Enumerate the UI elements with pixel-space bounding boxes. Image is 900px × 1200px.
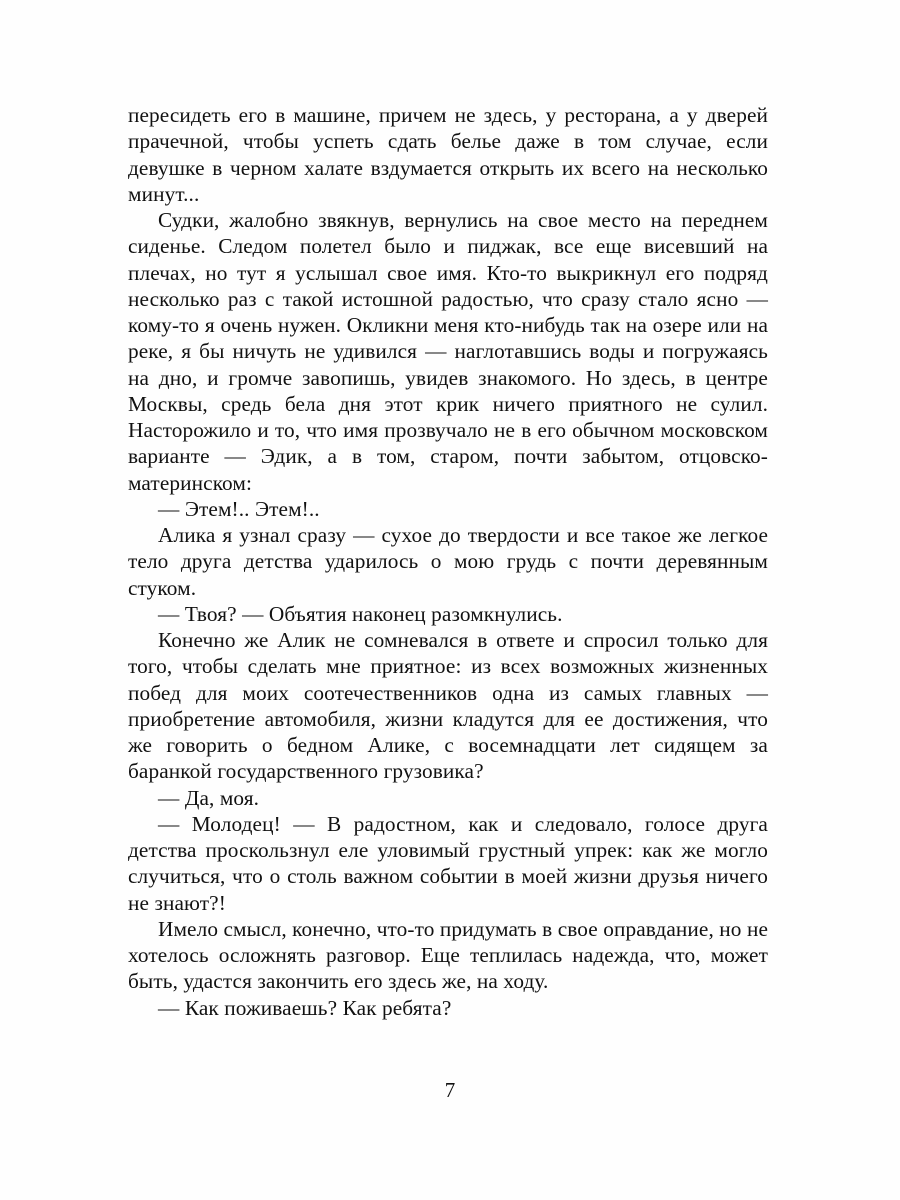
dialogue-line: — Этем!.. Этем!.. [158, 496, 320, 521]
dialogue-line: — Твоя? — Объятия наконец разомкнулись. [158, 601, 563, 626]
paragraph: пересидеть его в машине, причем не здесь, у ресторана, а у дверей прачечной, чтобы успеть сдать белье даже в том случае, если девушке в черном халате вздумается открыть их всего на несколько минут... [128, 103, 768, 206]
dialogue-line: — Молодец! — В радостном, как и следовало, голосе друга детства проскользнул еле уловимый грустный упрек: как же могло случиться, что о столь важном событии в моей жизни друзья ничего не знают?! [128, 811, 768, 915]
page-number: 7 [444, 1078, 456, 1102]
paragraph: Конечно же Алик не сомневался в ответе и спросил только для того, чтобы сделать мне приятное: из всех возможных жизненных побед для моих соотечественников одна из самых главных — приобретение автомобиля, жизни кладутся для ее достижения, что же говорить о бедном Алике, с восемнадцати лет сидящем за баранкой государственного грузовика? [128, 628, 768, 784]
paragraph: Судки, жалобно звякнув, вернулись на свое место на переднем сиденье. Следом полетел было и пиджак, все еще висевший на плечах, но тут я услышал свое имя. Кто-то выкрикнул его подряд несколько раз с такой истошной радостью, что сразу стало ясно — кому-то я очень нужен. Окликни меня кто-нибудь так на озере или на реке, я бы ничуть не удивился — наглотавшись воды и погружаясь на дно, и громче завопишь, увидев знакомого. Но здесь, в центре Москвы, средь бела дня этот крик ничего приятного не сулил. Насторожило и то, что имя прозвучало не в его обычном московском варианте — Эдик, а в том, старом, почти забытом, отцовско-материнском: [128, 208, 768, 495]
paragraph: Имело смысл, конечно, что-то придумать в свое оправдание, но не хотелось осложнять разговор. Еще теплилась надежда, что, может быть, удастся закончить его здесь же, на ходу. [128, 916, 769, 994]
paragraph: Алика я узнал сразу — сухое до твердости и все такое же легкое тело друга детства ударилось о мою грудь с почти деревянным стуком. [128, 523, 768, 600]
dialogue-line: — Да, моя. [158, 785, 260, 810]
body-text [128, 102, 768, 1021]
dialogue-line: — Как поживаешь? Как ребята? [158, 995, 452, 1020]
